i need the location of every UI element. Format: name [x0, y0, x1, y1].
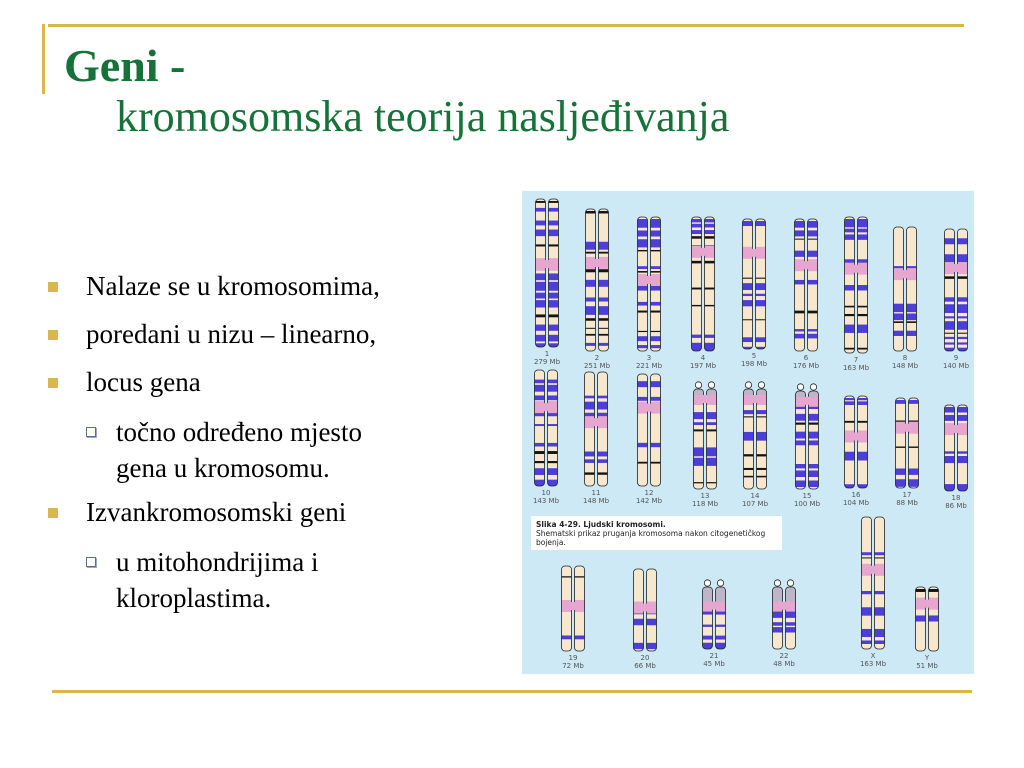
- chromosome-size-label: 51 Mb: [916, 662, 938, 670]
- chromosome-16: [845, 396, 868, 493]
- bottom-rule: [52, 690, 972, 693]
- chromosome-21: [703, 580, 726, 650]
- chromosome-13: [694, 382, 717, 489]
- chromosome-15: [796, 384, 819, 489]
- chromosome-7: [845, 217, 868, 353]
- chromosome-size-label: 221 Mb: [635, 362, 663, 370]
- chromosome-size-label: 163 Mb: [842, 364, 870, 372]
- karyotype-figure: [522, 191, 974, 674]
- chromosome-5: [743, 219, 766, 351]
- chromosome-size-label: 104 Mb: [842, 499, 870, 507]
- chromosome-number-label: 1: [544, 350, 550, 358]
- chromosome-number-label: 4: [700, 354, 706, 362]
- chromosome-size-label: 148 Mb: [582, 497, 610, 505]
- chromosome-size-label: 48 Mb: [773, 660, 795, 668]
- chromosome-number-label: 3: [646, 354, 652, 362]
- hollow-square-bullet-icon: [86, 557, 96, 567]
- bullet-text: poredani u nizu – linearno,: [86, 319, 377, 349]
- chromosome-size-label: 143 Mb: [532, 497, 560, 505]
- figure-caption: [531, 516, 782, 550]
- chromosome-14: [744, 382, 767, 489]
- bullet-item: [48, 366, 488, 398]
- chromosome-3: [638, 217, 661, 351]
- chromosome-number-label: 16: [851, 491, 861, 499]
- chromosome-9: [945, 229, 968, 354]
- top-rule: [48, 24, 964, 27]
- title-line-2: kromosomska teorija nasljeđivanja: [116, 91, 730, 141]
- chromosome-10: [535, 370, 558, 486]
- chromosome-11: [585, 372, 608, 486]
- chromosome-size-label: 198 Mb: [740, 360, 768, 368]
- chromosome-2: [586, 209, 609, 351]
- chromosome-X: [862, 517, 885, 649]
- bullet-square-icon: [48, 330, 58, 340]
- left-rule: [42, 24, 45, 94]
- chromosome-4: [692, 217, 715, 351]
- chromosome-size-label: 197 Mb: [689, 362, 717, 370]
- chromosome-number-label: 14: [750, 492, 760, 500]
- sub-bullet-line: gena u kromosomu.: [116, 453, 330, 483]
- chromosome-number-label: 2: [594, 354, 600, 362]
- caption-title: Slika 4-29. Ljudski kromosomi.: [536, 520, 666, 529]
- chromosome-19: [562, 566, 585, 651]
- chromosome-size-label: 88 Mb: [896, 499, 918, 507]
- chromosome-number-label: 12: [644, 489, 654, 497]
- chromosome-17: [896, 398, 919, 488]
- chromosome-size-label: 142 Mb: [635, 497, 663, 505]
- karyotype-diagram: [522, 191, 974, 674]
- chromosome-size-label: 163 Mb: [859, 660, 887, 668]
- chromosome-number-label: 6: [803, 354, 809, 362]
- chromosome-20: [634, 569, 657, 651]
- chromosome-6: [795, 219, 818, 351]
- chromosome-size-label: 107 Mb: [741, 500, 769, 508]
- bullet-square-icon: [48, 508, 58, 518]
- bullet-item: [48, 496, 488, 528]
- sub-bullet-item: [86, 414, 488, 486]
- bullet-text: Izvankromosomski geni: [86, 497, 347, 527]
- chromosome-size-label: 66 Mb: [634, 662, 656, 670]
- chromosome-number-label: 19: [568, 654, 578, 662]
- chromosome-size-label: 72 Mb: [562, 662, 584, 670]
- chromosome-number-label: 15: [802, 492, 812, 500]
- chromosome-number-label: X: [870, 652, 876, 660]
- chromosome-number-label: 17: [902, 491, 912, 499]
- chromosome-size-label: 148 Mb: [891, 362, 919, 370]
- caption-line: bojenja.: [536, 538, 566, 547]
- slide-title: [64, 40, 729, 141]
- bullet-item: [48, 318, 488, 350]
- chromosome-size-label: 45 Mb: [703, 660, 725, 668]
- bullet-square-icon: [48, 378, 58, 388]
- bullet-item: [48, 270, 488, 302]
- chromosome-number-label: 8: [902, 354, 908, 362]
- chromosome-number-label: 11: [591, 489, 601, 497]
- chromosome-number-label: 7: [853, 356, 859, 364]
- sub-bullet-line: točno određeno mjesto: [116, 417, 362, 447]
- sub-bullet-line: u mitohondrijima i: [116, 547, 319, 577]
- chromosome-number-label: Y: [924, 654, 930, 662]
- bullet-text: Nalaze se u kromosomima,: [86, 271, 380, 301]
- chromosome-size-label: 140 Mb: [942, 362, 970, 370]
- chromosome-12: [638, 374, 661, 486]
- sub-bullet-item: [86, 544, 488, 616]
- chromosome-1: [536, 199, 559, 348]
- sub-bullet-line: kloroplastima.: [116, 583, 272, 613]
- chromosome-size-label: 279 Mb: [533, 358, 561, 366]
- bullet-square-icon: [48, 282, 58, 292]
- chromosome-number-label: 9: [953, 354, 959, 362]
- chromosome-number-label: 21: [709, 652, 719, 660]
- chromosome-size-label: 251 Mb: [583, 362, 611, 370]
- chromosome-number-label: 18: [951, 494, 961, 502]
- title-line-1: Geni -: [64, 40, 186, 91]
- chromosome-number-label: 10: [541, 489, 551, 497]
- chromosome-18: [945, 405, 968, 493]
- hollow-square-bullet-icon: [86, 427, 96, 437]
- chromosome-size-label: 176 Mb: [792, 362, 820, 370]
- chromosome-number-label: 22: [779, 652, 789, 660]
- chromosome-number-label: 13: [700, 492, 710, 500]
- chromosome-22: [773, 580, 796, 649]
- chromosome-8: [894, 227, 917, 351]
- chromosome-size-label: 86 Mb: [945, 502, 967, 510]
- bullet-text: locus gena: [86, 367, 201, 397]
- chromosome-size-label: 118 Mb: [691, 500, 719, 508]
- chromosome-size-label: 100 Mb: [793, 500, 821, 508]
- chromosome-number-label: 20: [640, 654, 650, 662]
- chromosome-Y: [916, 587, 939, 651]
- chromosome-number-label: 5: [751, 352, 757, 360]
- bullet-list: [48, 270, 488, 626]
- caption-line: Shematski prikaz pruganja kromosoma nakon citogenetičkog: [536, 529, 766, 538]
